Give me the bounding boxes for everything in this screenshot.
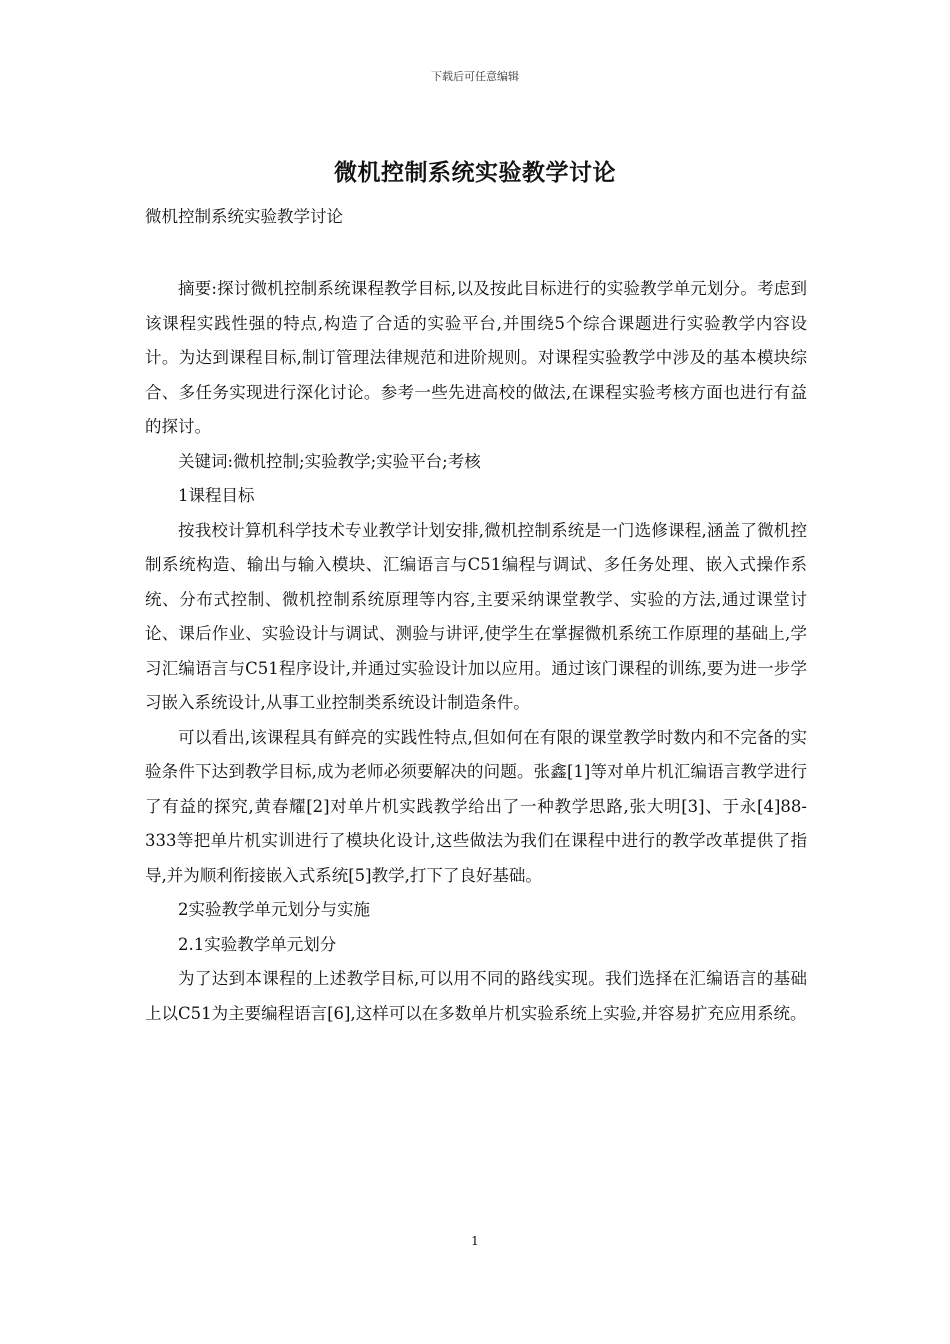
section-heading: 1课程目标 (178, 486, 255, 505)
document-subtitle: 微机控制系统实验教学讨论 (145, 207, 343, 226)
body-paragraph: 按我校计算机科学技术专业教学计划安排,微机控制系统是一门选修课程,涵盖了微机控制系统构造、输出与输入模块、汇编语言与C51编程与调试、多任务处理、嵌入式操作系统、分布式控制、微机控制系统原理等内容,主要采纳课堂教学、实验的方法,通过课堂讨论、课后作业、实验设计与调试、测验与讲评,使学生在掌握微机系统工作原理的基础上,学习汇编语言与C51程序设计,并通过实验设计加以应用。通过该门课程的训练,要为进一步学习嵌入系统设计,从事工业控制类系统设计制造条件。 (145, 520, 807, 712)
document-body (145, 272, 807, 1031)
page-number: 1 (471, 1234, 479, 1248)
subsection-heading: 2.1实验教学单元划分 (178, 934, 337, 954)
keywords-paragraph: 关键词:微机控制;实验教学;实验平台;考核 (178, 451, 481, 471)
section-heading: 2实验教学单元划分与实施 (178, 900, 370, 919)
abstract-paragraph: 摘要:探讨微机控制系统课程教学目标,以及按此目标进行的实验教学单元划分。考虑到该课程实践性强的特点,构造了合适的实验平台,并围绕5个综合课题进行实验教学内容设计。为达到课程目标,制订管理法律规范和进阶规则。对课程实验教学中涉及的基本模块综合、多任务实现进行深化讨论。参考一些先进高校的做法,在课程实验考核方面也进行有益的探讨。 (145, 279, 807, 436)
page-header-note: 下载后可任意编辑 (431, 70, 519, 83)
document-title: 微机控制系统实验教学讨论 (334, 159, 616, 186)
body-paragraph: 为了达到本课程的上述教学目标,可以用不同的路线实现。我们选择在汇编语言的基础上以C51为主要编程语言[6],这样可以在多数单片机实验系统上实验,并容易扩充应用系统。 (145, 969, 807, 1023)
body-paragraph: 可以看出,该课程具有鲜亮的实践性特点,但如何在有限的课堂教学时数内和不完备的实验条件下达到教学目标,成为老师必须要解决的问题。张鑫[1]等对单片机汇编语言教学进行了有益的探究,黄春耀[2]对单片机实践教学给出了一种教学思路,张大明[3]、于永[4]88-333等把单片机实训进行了模块化设计,这些做法为我们在课程中进行的教学改革提供了指导,并为顺利衔接嵌入式系统[5]教学,打下了良好基础。 (145, 727, 807, 885)
